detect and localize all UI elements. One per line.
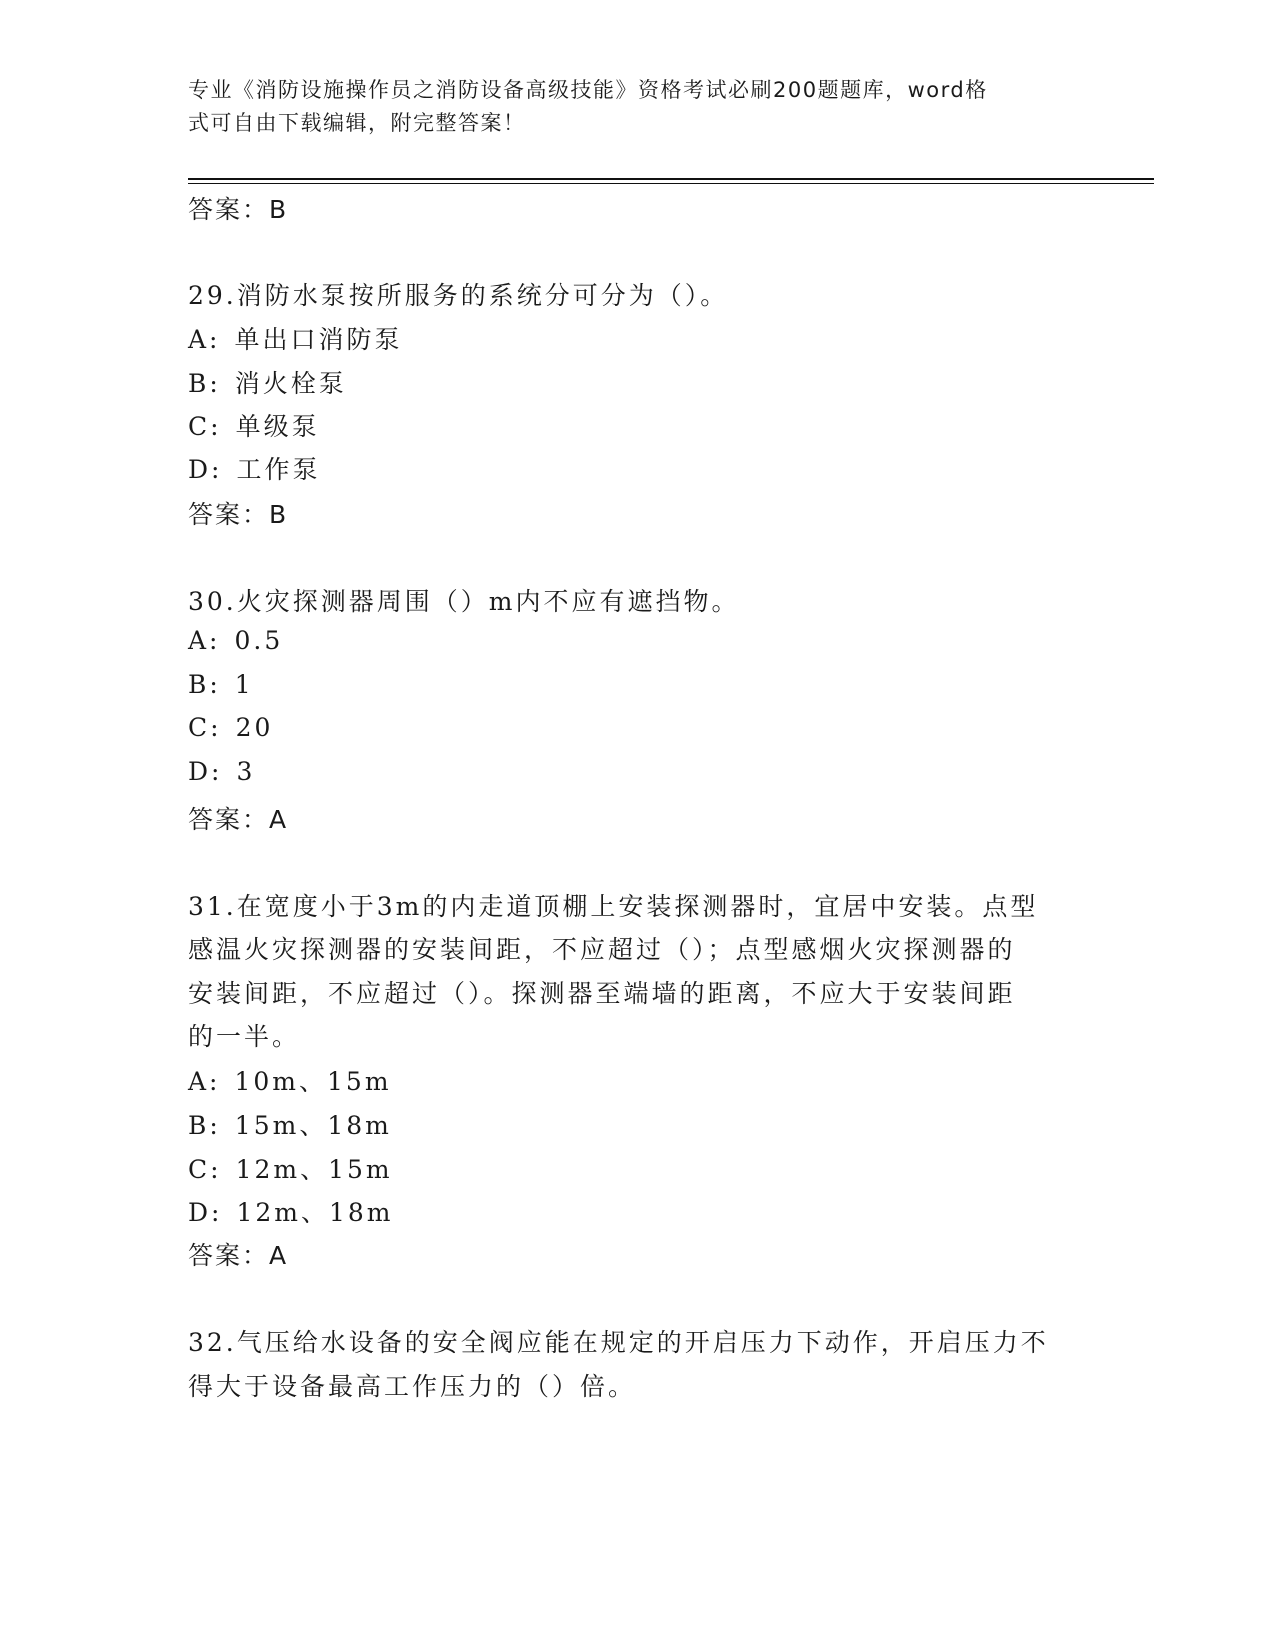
option-b xyxy=(188,1106,392,1142)
option-c xyxy=(188,1150,393,1186)
option-letter: A: xyxy=(188,1067,221,1096)
option-letter: D: xyxy=(188,455,223,484)
document-header xyxy=(188,74,1068,140)
option-letter: B: xyxy=(188,670,221,699)
option-letter: C: xyxy=(188,1155,222,1184)
header-line-2: 式可自由下载编辑，附完整答案！ xyxy=(188,111,526,135)
option-text: 12m、15m xyxy=(235,1155,393,1184)
answer-line: 答案：A xyxy=(188,1241,289,1270)
question-stem-line-1: 32.气压给水设备的安全阀应能在规定的开启压力下动作，开启压力不 xyxy=(188,1328,1049,1357)
option-text: 单级泵 xyxy=(235,412,320,441)
option-text: 10m、15m xyxy=(234,1067,392,1096)
option-c xyxy=(188,407,320,443)
option-letter: B: xyxy=(188,1111,221,1140)
option-letter: C: xyxy=(188,713,222,742)
option-text: 单出口消防泵 xyxy=(234,325,403,354)
option-a xyxy=(188,1062,392,1098)
option-text: 消火栓泵 xyxy=(234,369,347,398)
question-stem: 30.火灾探测器周围（）m内不应有遮挡物。 xyxy=(188,587,740,616)
header-divider-thin xyxy=(188,183,1154,184)
option-letter: C: xyxy=(188,412,222,441)
option-letter: A: xyxy=(188,325,221,354)
answer-line: 答案：A xyxy=(188,805,289,834)
question-stem-line-1: 31.在宽度小于3m的内走道顶棚上安装探测器时，宜居中安装。点型 xyxy=(188,892,1039,921)
question-stem-line-4: 的一半。 xyxy=(188,1022,301,1051)
option-a xyxy=(188,626,283,655)
option-d xyxy=(188,1193,394,1229)
option-letter: D: xyxy=(188,757,223,786)
question-stem-line-3: 安装间距，不应超过（）。探测器至端墙的距离，不应大于安装间距 xyxy=(188,979,1016,1008)
option-b xyxy=(188,364,347,400)
option-text: 20 xyxy=(235,713,274,742)
option-letter: B: xyxy=(188,369,221,398)
option-letter: D: xyxy=(188,1198,223,1227)
option-text: 工作泵 xyxy=(236,455,321,484)
answer-line: 答案：B xyxy=(188,500,289,529)
answer-line: 答案：B xyxy=(188,195,289,224)
option-a xyxy=(188,320,403,356)
question-stem-line-2: 感温火灾探测器的安装间距，不应超过（）；点型感烟火灾探测器的 xyxy=(188,935,1016,964)
option-text: 15m、18m xyxy=(234,1111,392,1140)
header-divider-thick xyxy=(188,178,1154,180)
option-d xyxy=(188,757,255,786)
option-text: 12m、18m xyxy=(236,1198,394,1227)
option-c xyxy=(188,713,273,742)
header-line-1: 专业《消防设施操作员之消防设备高级技能》资格考试必刷200题题库，word格 xyxy=(188,78,988,102)
question-stem: 29.消防水泵按所服务的系统分可分为（）。 xyxy=(188,281,729,310)
option-text: 3 xyxy=(236,757,256,786)
option-b xyxy=(188,670,254,699)
option-letter: A: xyxy=(188,626,221,655)
question-stem-line-2: 得大于设备最高工作压力的（）倍。 xyxy=(188,1372,637,1401)
option-d xyxy=(188,450,320,486)
option-text: 0.5 xyxy=(234,626,284,655)
option-text: 1 xyxy=(234,670,254,699)
